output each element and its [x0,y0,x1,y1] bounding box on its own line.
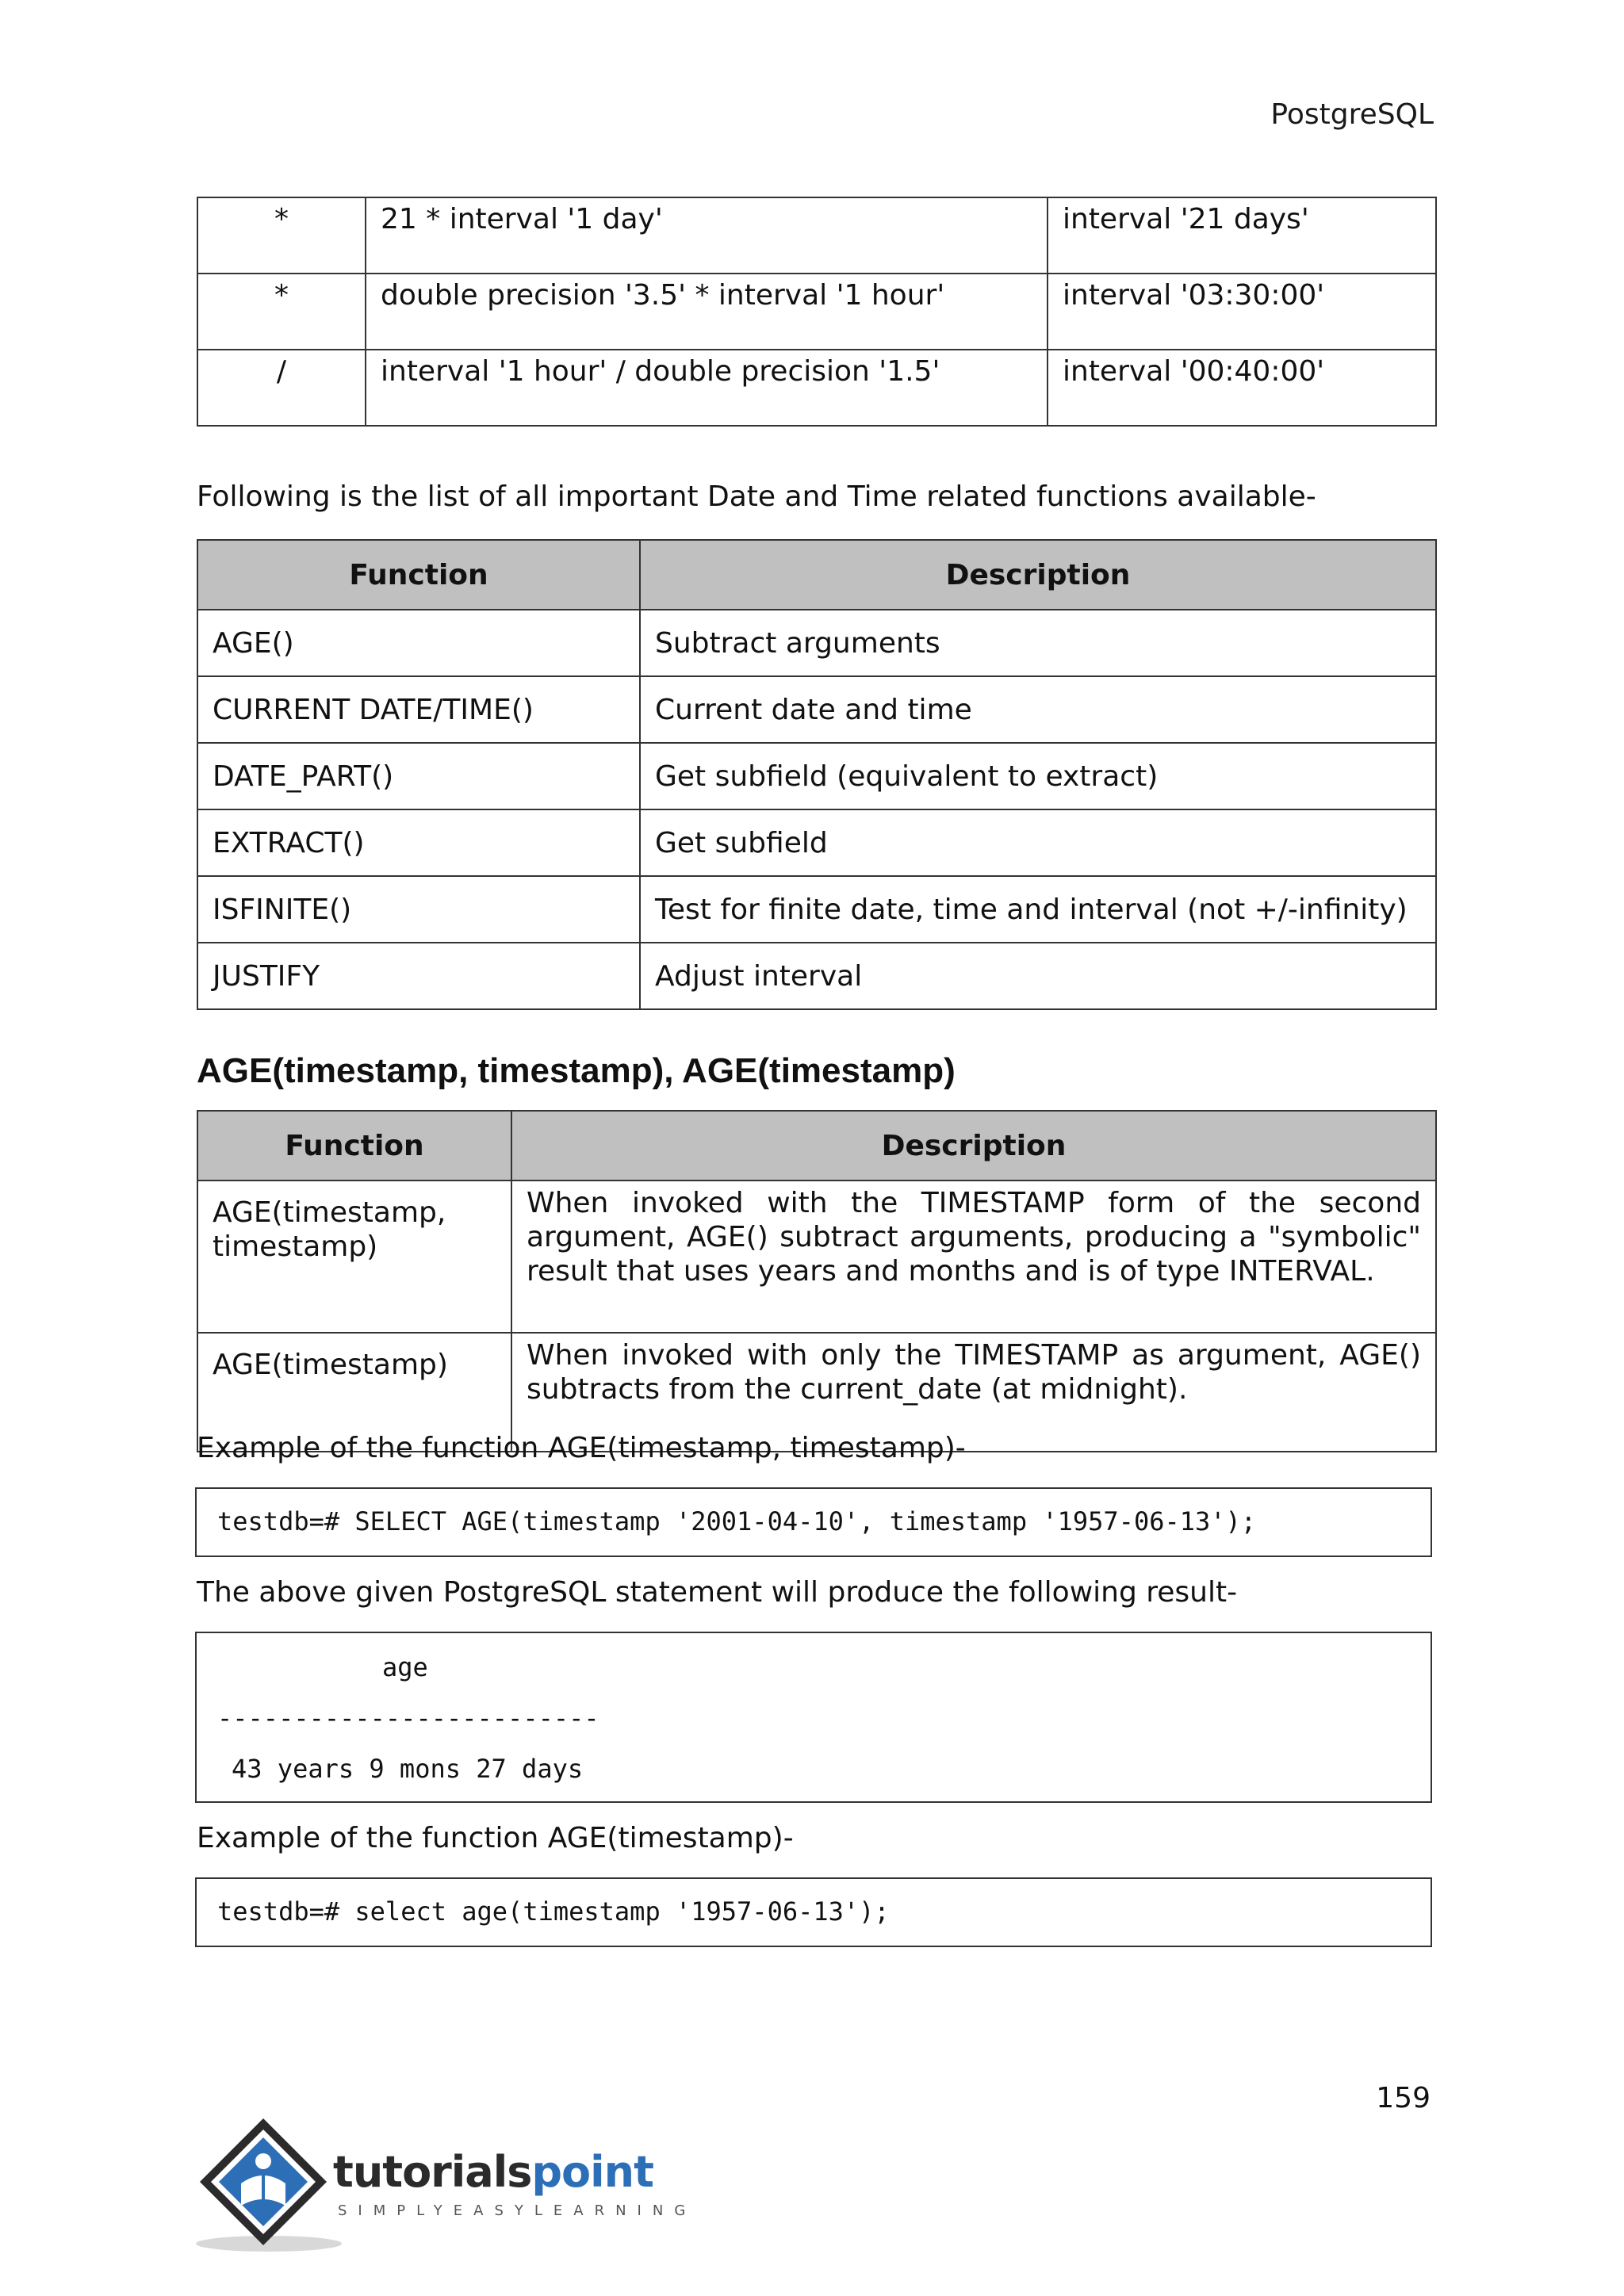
function-cell: DATE_PART() [197,743,640,809]
example1-label: Example of the function AGE(timestamp, timestamp)- [197,1432,966,1464]
example1-code-block [195,1487,1432,1557]
output-column-header: age [382,1652,428,1682]
functions-table [197,539,1437,1010]
description-cell: Current date and time [640,676,1436,743]
age-functions-table [197,1110,1437,1452]
column-header-function: Function [197,1111,511,1181]
function-cell: AGE(timestamp, timestamp) [197,1181,511,1333]
description-cell: When invoked with the TIMESTAMP form of the second argument, AGE() subtract arguments, producing a "symbolic" result that uses years and months and is of type INTERVAL. [511,1181,1436,1333]
result-cell: interval '21 days' [1048,197,1436,274]
function-cell: AGE(timestamp) [197,1333,511,1452]
table-row [197,274,1436,350]
table-row [197,610,1436,676]
description-cell: Get subfield (equivalent to extract) [640,743,1436,809]
page-header-title: PostgreSQL [1270,98,1434,131]
function-cell: CURRENT DATE/TIME() [197,676,640,743]
description-cell: Subtract arguments [640,610,1436,676]
description-cell: Test for finite date, time and interval (not +/-infinity) [640,876,1436,943]
output-value: 43 years 9 mons 27 days [232,1754,584,1784]
expression-cell: double precision '3.5' * interval '1 hour' [366,274,1048,350]
example2-label: Example of the function AGE(timestamp)- [197,1822,794,1854]
table-row [197,1181,1436,1333]
description-cell: Get subfield [640,809,1436,876]
example2-code-block [195,1877,1432,1947]
operator-table [197,197,1437,427]
logo-text-point: point [531,2147,653,2197]
operator-cell: * [197,274,366,350]
operator-cell: / [197,350,366,426]
logo-text-tutorials: tutorials [333,2147,532,2197]
expression-cell: 21 * interval '1 day' [366,197,1048,274]
table-row [197,743,1436,809]
description-cell: Adjust interval [640,943,1436,1009]
code-line: testdb=# select age(timestamp '1957-06-13'); [217,1896,890,1927]
code-line: testdb=# SELECT AGE(timestamp '2001-04-10', timestamp '1957-06-13'); [217,1506,1257,1536]
logo-tagline: SIMPLYEASYLEARNING [338,2202,697,2219]
result-cell: interval '03:30:00' [1048,274,1436,350]
tutorialspoint-logo [193,2112,697,2255]
function-cell: AGE() [197,610,640,676]
column-header-description: Description [511,1111,1436,1181]
table-header-row [197,540,1436,610]
column-header-function: Function [197,540,640,610]
description-cell: When invoked with only the TIMESTAMP as argument, AGE() subtracts from the current_date (at midnight). [511,1333,1436,1452]
result-cell: interval '00:40:00' [1048,350,1436,426]
table-row [197,809,1436,876]
page-number: 159 [1376,2082,1431,2114]
function-cell: EXTRACT() [197,809,640,876]
table-row [197,943,1436,1009]
column-header-description: Description [640,540,1436,610]
operator-cell: * [197,197,366,274]
table-row [197,197,1436,274]
function-cell: ISFINITE() [197,876,640,943]
output-separator: ------------------------- [217,1703,599,1733]
result-label: The above given PostgreSQL statement will produce the following result- [197,1576,1238,1609]
intro-paragraph: Following is the list of all important Date and Time related functions available- [197,480,1316,513]
section-heading: AGE(timestamp, timestamp), AGE(timestamp) [197,1051,956,1090]
table-row [197,876,1436,943]
expression-cell: interval '1 hour' / double precision '1.5' [366,350,1048,426]
result-output-block [195,1632,1432,1803]
table-row [197,676,1436,743]
function-cell: JUSTIFY [197,943,640,1009]
table-header-row [197,1111,1436,1181]
table-row [197,350,1436,426]
